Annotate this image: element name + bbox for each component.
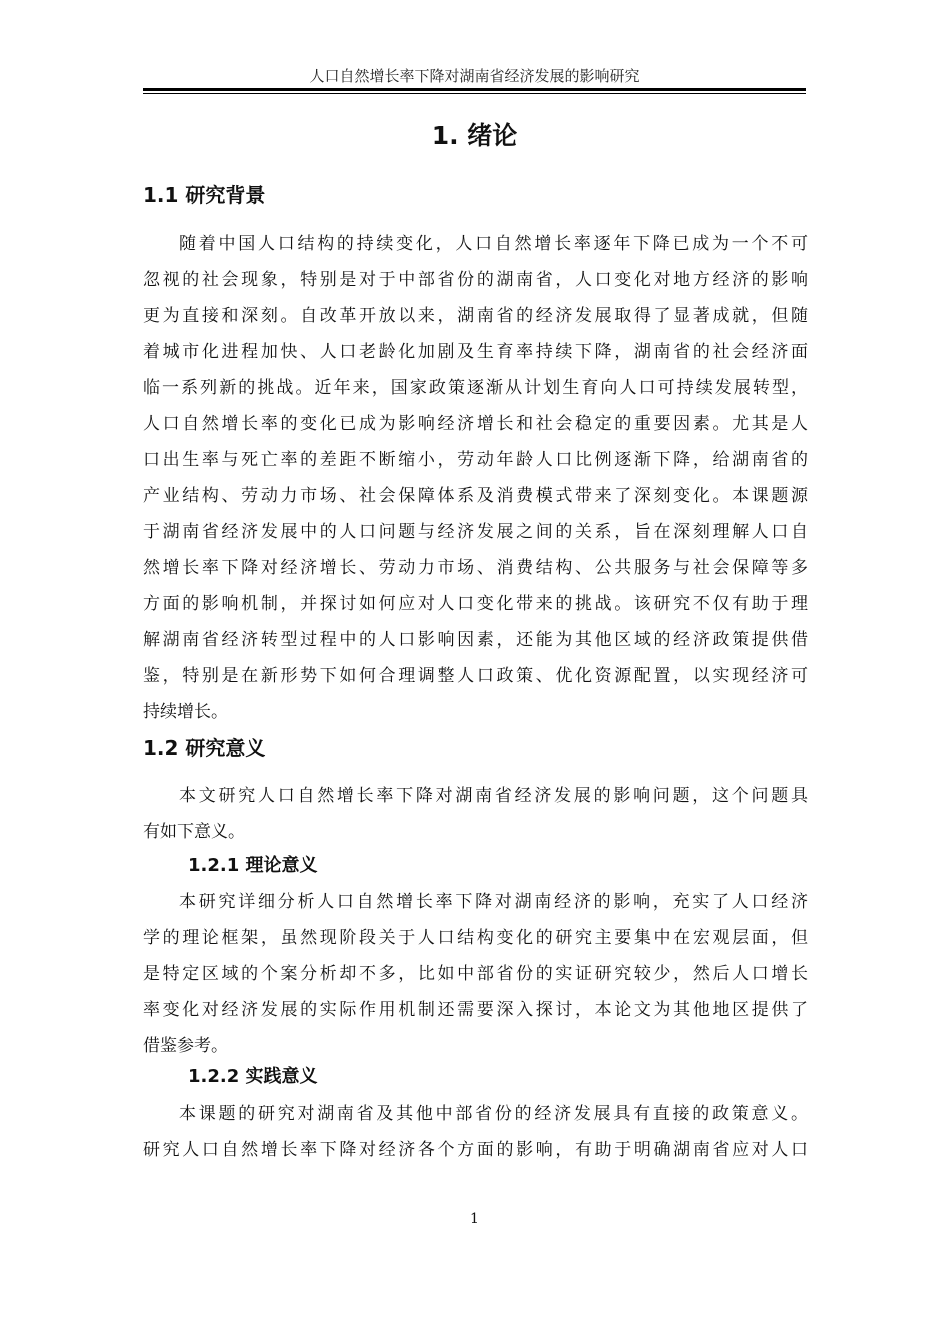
text-line: 持续增长。 [143, 702, 228, 722]
text-line: 更为直接和深刻。自改革开放以来，湖南省的经济发展取得了显著成就，但随 [143, 306, 808, 326]
text-line: 率变化对经济发展的实际作用机制还需要深入探讨，本论文为其他地区提供了 [143, 1000, 808, 1020]
text-line: 研究人口自然增长率下降对经济各个方面的影响，有助于明确湖南省应对人口 [143, 1140, 808, 1160]
section-title-research-background: 1.1 研究背景 [143, 183, 266, 207]
text-line: 随着中国人口结构的持续变化，人口自然增长率逐年下降已成为一个不可 [179, 234, 808, 254]
paragraph-practical-significance [143, 1096, 808, 1168]
text-line: 忽视的社会现象，特别是对于中部省份的湖南省，人口变化对地方经济的影响 [143, 270, 808, 290]
subsection-title-theoretical-significance: 1.2.1 理论意义 [188, 855, 318, 876]
text-line: 然增长率下降对经济增长、劳动力市场、消费结构、公共服务与社会保障等多 [143, 558, 808, 578]
header-rule-thin [143, 93, 806, 94]
paragraph-research-significance [143, 778, 808, 850]
text-line: 临一系列新的挑战。近年来，国家政策逐渐从计划生育向人口可持续发展转型， [143, 378, 808, 398]
text-line: 解湖南省经济转型过程中的人口影响因素，还能为其他区域的经济政策提供借 [143, 630, 808, 650]
paragraph-theoretical-significance [143, 884, 808, 1064]
text-line: 产业结构、劳动力市场、社会保障体系及消费模式带来了深刻变化。本课题源 [143, 486, 808, 506]
text-line: 着城市化进程加快、人口老龄化加剧及生育率持续下降，湖南省的社会经济面 [143, 342, 808, 362]
header-rule-thick [143, 88, 806, 91]
paragraph-research-background [143, 226, 808, 730]
text-line: 口出生率与死亡率的差距不断缩小，劳动年龄人口比例逐渐下降，给湖南省的 [143, 450, 808, 470]
text-line: 有如下意义。 [143, 822, 245, 842]
text-line: 人口自然增长率的变化已成为影响经济增长和社会稳定的重要因素。尤其是人 [143, 414, 808, 434]
text-line: 是特定区域的个案分析却不多，比如中部省份的实证研究较少，然后人口增长 [143, 964, 808, 984]
running-header: 人口自然增长率下降对湖南省经济发展的影响研究 [309, 67, 640, 85]
chapter-title: 1. 绪论 [431, 121, 518, 150]
section-title-research-significance: 1.2 研究意义 [143, 736, 266, 760]
text-line: 于湖南省经济发展中的人口问题与经济发展之间的关系，旨在深刻理解人口自 [143, 522, 808, 542]
text-line: 方面的影响机制，并探讨如何应对人口变化带来的挑战。该研究不仅有助于理 [143, 594, 808, 614]
text-line: 借鉴参考。 [143, 1036, 228, 1056]
subsection-title-practical-significance: 1.2.2 实践意义 [188, 1066, 318, 1087]
text-line: 鉴，特别是在新形势下如何合理调整人口政策、优化资源配置，以实现经济可 [143, 666, 808, 686]
page-number: 1 [470, 1211, 479, 1227]
text-line: 本研究详细分析人口自然增长率下降对湖南经济的影响，充实了人口经济 [179, 892, 808, 912]
text-line: 学的理论框架，虽然现阶段关于人口结构变化的研究主要集中在宏观层面，但 [143, 928, 808, 948]
text-line: 本文研究人口自然增长率下降对湖南省经济发展的影响问题，这个问题具 [179, 786, 808, 806]
text-line: 本课题的研究对湖南省及其他中部省份的经济发展具有直接的政策意义。 [179, 1104, 808, 1124]
